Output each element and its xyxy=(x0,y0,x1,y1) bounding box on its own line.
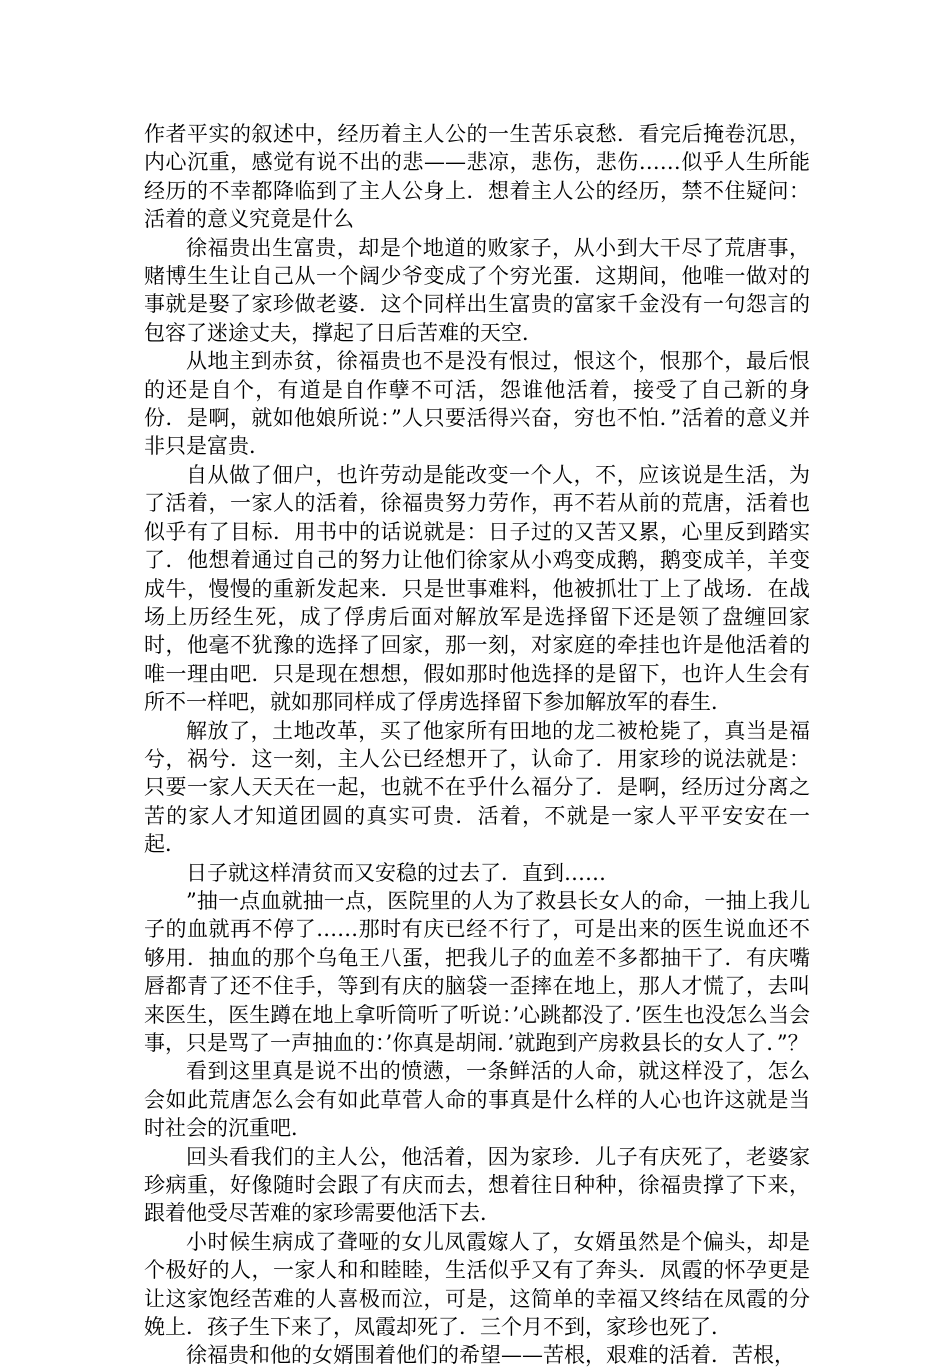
paragraph-7-quote: ”抽一点血就抽一点，医院里的人为了救县长女人的命，一抽上我儿子的血就再不停了……那时有庆已经不行了，可是出来的医生说血还不够用．抽血的那个乌龟王八蛋，把我儿子的血差不多都抽干了．有庆嘴唇都青了还不住手，等到有庆的脑袋一歪摔在地上，那人才慌了，去叫来医生，医生蹲在地上拿听筒听了听说：’心跳都没了．’医生也没怎么当会事，只是骂了一声抽血的：’你真是胡闹．’就跑到产房救县长的女人了．”？ xyxy=(144,888,810,1055)
paragraph-10: 小时候生病成了聋哑的女儿凤霞嫁人了，女婿虽然是个偏头，却是个极好的人，一家人和和睦睦，生活似乎又有了奔头．凤霞的怀孕更是让这家饱经苦难的人喜极而泣，可是，这简单的幸福又终结在凤霞的分娩上．孩子生下来了，凤霞却死了．三个月不到，家珍也死了． xyxy=(144,1229,810,1340)
paragraph-4: 自从做了佃户，也许劳动是能改变一个人，不，应该说是生活，为了活着，一家人的活着，徐福贵努力劳作，再不若从前的荒唐，活着也似乎有了目标．用书中的话说就是：日子过的又苦又累，心里反到踏实了．他想着通过自己的努力让他们徐家从小鸡变成鹅，鹅变成羊，羊变成牛，慢慢的重新发起来．只是世事难料，他被抓壮丁上了战场．在战场上历经生死，成了俘虏后面对解放军是选择留下还是领了盘缠回家时，他毫不犹豫的选择了回家，那一刻，对家庭的牵挂也许是他活着的唯一理由吧．只是现在想想，假如那时他选择的是留下，也许人生会有所不一样吧，就如那同样成了俘虏选择留下参加解放军的春生． xyxy=(144,462,810,715)
paragraph-6: 日子就这样清贫而又安稳的过去了．直到…… xyxy=(186,860,606,885)
document-page xyxy=(144,120,810,1370)
paragraph-11: 徐福贵和他的女婿围着他们的希望——苦根，艰难的活着．苦根， xyxy=(186,1343,795,1368)
paragraph-5: 解放了，土地改革，买了他家所有田地的龙二被枪毙了，真当是福兮，祸兮．这一刻，主人公已经想开了，认命了．用家珍的说法就是：只要一家人天天在一起，也就不在乎什么福分了．是啊，经历过分离之苦的家人才知道团圆的真实可贵．活着，不就是一家人平平安安在一起． xyxy=(144,718,810,857)
paragraph-8: 看到这里真是说不出的愤懑，一条鲜活的人命，就这样没了，怎么会如此荒唐怎么会有如此草菅人命的事真是什么样的人心也许这就是当时社会的沉重吧． xyxy=(144,1059,810,1141)
paragraph-1: 作者平实的叙述中，经历着主人公的一生苦乐哀愁．看完后掩卷沉思，内心沉重，感觉有说不出的悲——悲凉，悲伤，悲伤……似乎人生所能经历的不幸都降临到了主人公身上．想着主人公的经历，禁不住疑问：活着的意义究竟是什么 xyxy=(144,122,810,232)
paragraph-9: 回头看我们的主人公，他活着，因为家珍．儿子有庆死了，老婆家珍病重，好像随时会跟了有庆而去，想着往日种种，徐福贵撑了下来，跟着他受尽苦难的家珍需要他活下去． xyxy=(144,1144,810,1226)
paragraph-3: 从地主到赤贫，徐福贵也不是没有恨过，恨这个，恨那个，最后恨的还是自个，有道是自作孽不可活，怨谁他活着，接受了自己新的身份．是啊，就如他娘所说：”人只要活得兴奋，穷也不怕．”活着的意义并非只是富贵． xyxy=(144,349,810,459)
paragraph-2: 徐福贵出生富贵，却是个地道的败家子，从小到大干尽了荒唐事，赌博生生让自己从一个阔少爷变成了个穷光蛋．这期间，他唯一做对的事就是娶了家珍做老婆．这个同样出生富贵的富家千金没有一句怨言的包容了迷途丈夫，撑起了日后苦难的天空． xyxy=(144,235,810,345)
